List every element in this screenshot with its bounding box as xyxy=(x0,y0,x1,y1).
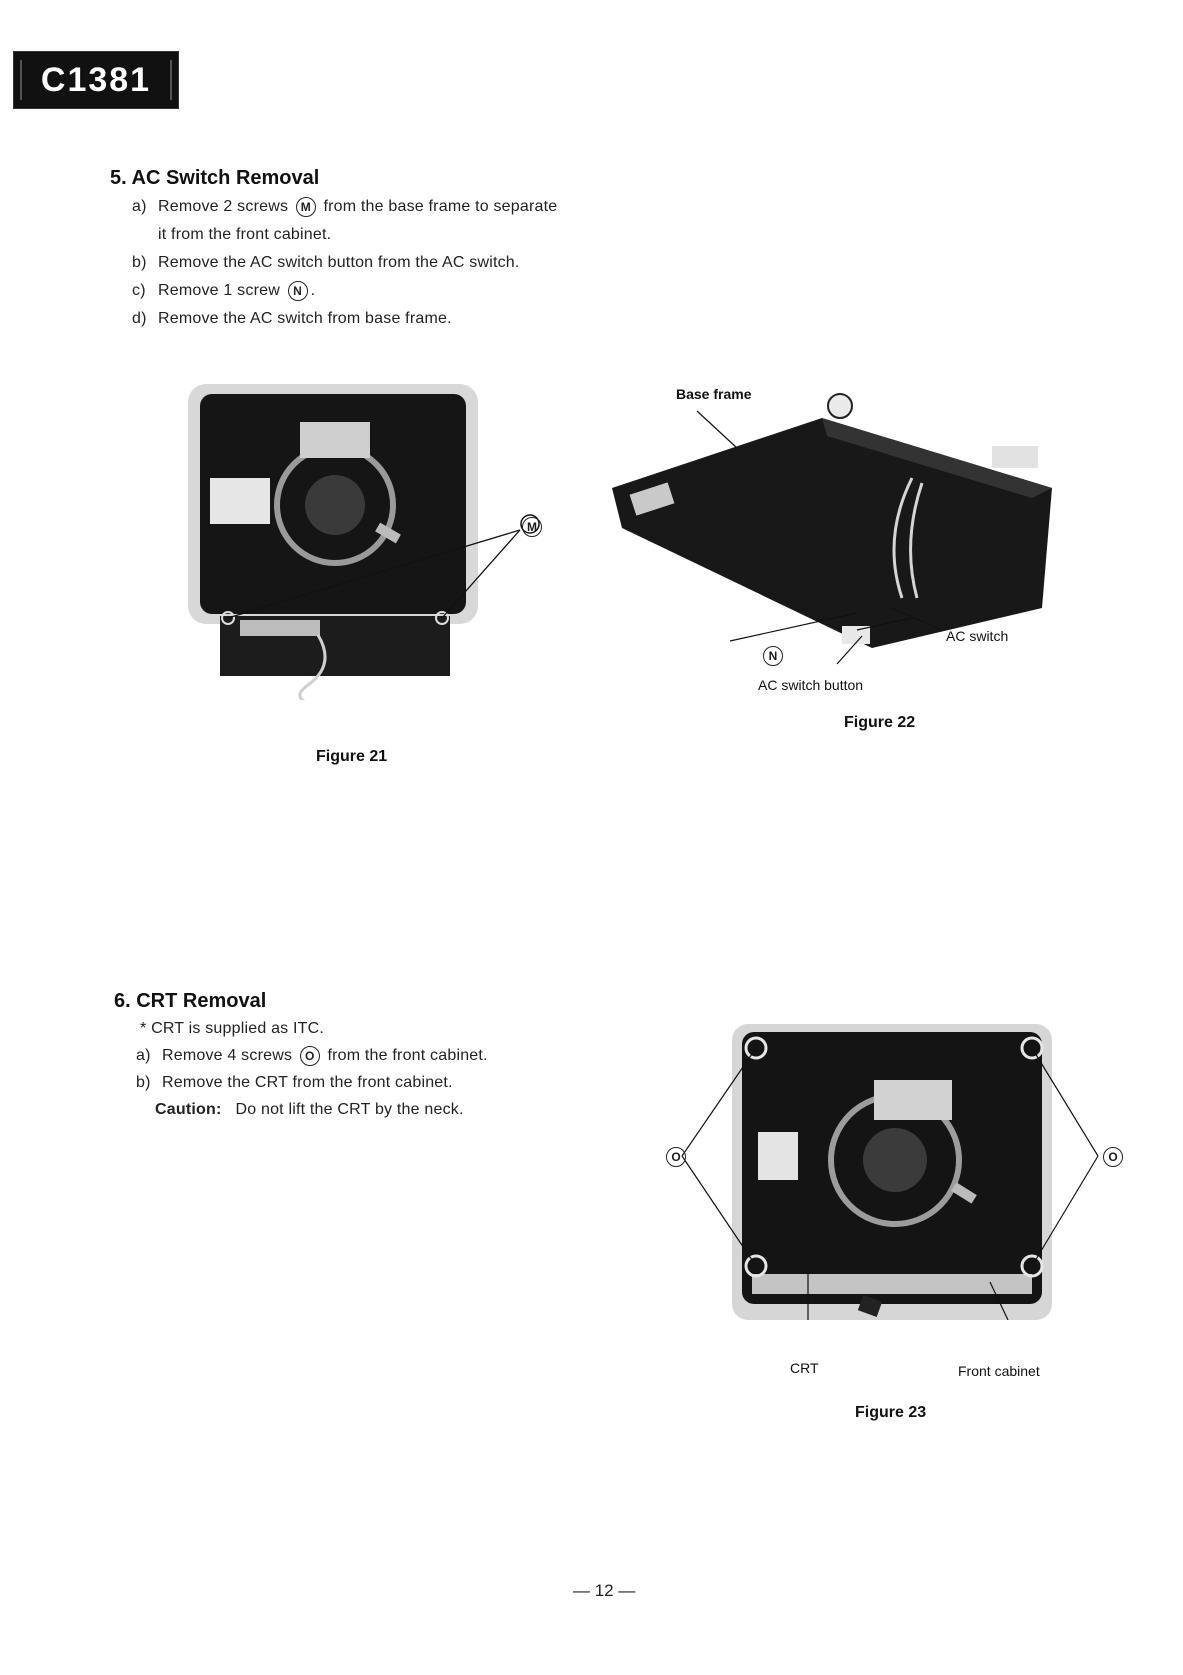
caution-label: Caution: xyxy=(155,1101,222,1118)
step-6b: b) Remove the CRT from the front cabinet. xyxy=(136,1074,453,1091)
step-5d: d) Remove the AC switch from base frame. xyxy=(132,310,452,327)
figure-22-caption: Figure 22 xyxy=(844,714,916,731)
model-number: C1381 xyxy=(40,60,152,99)
figure-23-caption: Figure 23 xyxy=(855,1404,927,1421)
model-badge xyxy=(14,52,178,108)
figure-23-photo xyxy=(660,1020,1120,1320)
figure-21-caption: Figure 21 xyxy=(316,748,388,765)
screw-marker-n: N xyxy=(288,281,308,301)
figure-21-marker-m: M xyxy=(522,517,542,537)
figure-21-photo xyxy=(180,380,560,700)
figure-22-label-ac-switch: AC switch xyxy=(946,628,1009,644)
caution-line xyxy=(155,1096,464,1124)
figure-22-label-base-frame: Base frame xyxy=(676,386,752,402)
figure-23-label-front-cabinet: Front cabinet xyxy=(958,1363,1040,1379)
section-title-ac-switch-removal: 5. AC Switch Removal xyxy=(110,167,320,189)
screw-marker-m: M xyxy=(296,197,316,217)
figure-23-marker-right: O xyxy=(1103,1147,1123,1167)
step-6a: a) Remove 4 screws O from the front cabinet. xyxy=(136,1047,488,1064)
step-5a: a) Remove 2 screws M from the base frame to separate it from the front cabinet. xyxy=(132,193,652,249)
figure-23-label-crt: CRT xyxy=(790,1360,819,1376)
figure-22-marker-n: N xyxy=(763,646,783,666)
screw-marker-o: O xyxy=(300,1046,320,1066)
step-5c: c) Remove 1 screw N . xyxy=(132,282,316,299)
step-5b: b) Remove the AC switch button from the AC switch. xyxy=(132,254,520,271)
page-number: — 12 — xyxy=(573,1581,636,1600)
figure-22-photo xyxy=(612,378,1132,678)
section-title-crt-removal: 6. CRT Removal xyxy=(114,990,267,1012)
figure-23-marker-left: O xyxy=(666,1147,686,1167)
step-label: a) xyxy=(132,198,147,215)
figure-22-label-ac-switch-button: AC switch button xyxy=(758,677,864,693)
crt-note: * CRT is supplied as ITC. xyxy=(140,1020,325,1037)
caution-text: Do not lift the CRT by the neck. xyxy=(235,1101,464,1118)
